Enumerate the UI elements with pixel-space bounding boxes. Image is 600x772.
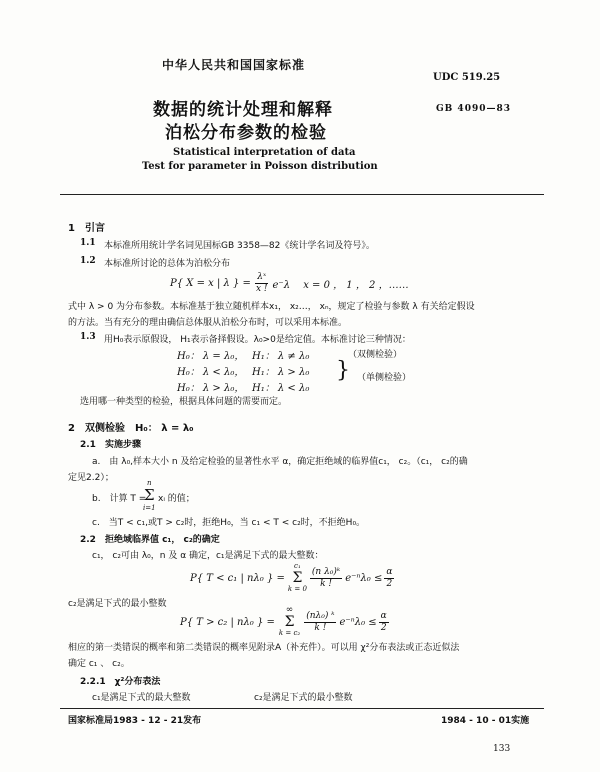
p12-text: 本标准所讨论的总体为泊松分布 (104, 259, 231, 269)
upper-tail-sum-bottom: k = c₂ (278, 629, 301, 637)
upper-tail-denominator: k ! (314, 622, 327, 633)
upper-tail-fraction (304, 611, 336, 634)
s21-heading: 2.1 实施步骤 (80, 440, 141, 450)
s22-text: c₁， c₂可由 λ₀，n 及 α 确定，c₁是满足下式的最大整数： (92, 551, 324, 561)
hyp3-h0: H₀： λ > λ₀， (177, 383, 245, 394)
upper-tail-sum (279, 606, 300, 638)
prob-text-line2: 确定 c₁ 、 c₂。 (68, 659, 130, 669)
gb-code: GB 4090—83 (436, 104, 511, 114)
single-sided-tag: （单侧检验） (357, 373, 412, 383)
lower-tail-numerator: (n λ₀)ᵏ (311, 566, 341, 577)
lower-tail-formula (190, 562, 394, 594)
upper-tail-alpha: α (380, 610, 387, 621)
poisson-numerator: λˣ (257, 272, 267, 282)
upper-tail-mid: e⁻ⁿλ₀ ≤ (339, 616, 377, 628)
hyp1-h1: H₁： λ ≠ λ₀ (252, 351, 310, 362)
upper-tail-sum-top: ∞ (285, 605, 294, 615)
poisson-formula-fraction (254, 272, 270, 295)
step-b-sum-top: n (147, 479, 152, 487)
issue-date: 国家标准局1983 - 12 - 21发布 (68, 716, 202, 726)
title-cn-line2: 泊松分布参数的检验 (165, 123, 327, 143)
upper-tail-alpha-half (379, 611, 389, 634)
c1-description: c₁是满足下式的最大整数 (92, 693, 191, 703)
lower-tail-sum-top: c₁ (294, 562, 301, 570)
s221-heading: 2.2.1 χ²分布表法 (80, 677, 161, 687)
lower-tail-lhs: P{ T < c₁ | nλ₀ } = (190, 572, 285, 584)
upper-tail-lhs: P{ T > c₂ | nλ₀ } = (180, 616, 275, 628)
p12-number: 1.2 (80, 256, 96, 266)
step-b-tail: xᵢ 的值； (158, 494, 195, 504)
standard-org: 中华人民共和国国家标准 (162, 58, 306, 72)
sec1-heading: 1 引言 (68, 223, 105, 234)
lower-tail-alpha: α (386, 566, 393, 577)
lower-tail-sigma: Σ (292, 570, 303, 586)
prob-text-line1: 相应的第一类错误的概率和第二类错误的概率见附录A（补充件）。可以用 χ²分布表法或正态近似法 (68, 643, 460, 653)
title-en-line2: Test for parameter in Poisson distribution (142, 161, 378, 172)
step-b-label: b. 计算 T = (92, 494, 147, 504)
step-b-sum (143, 478, 156, 513)
hyp3-h1: H₁： λ < λ₀ (252, 383, 310, 394)
step-a-line1: a. 由 λ₀,样本大小 n 及给定检验的显著性水平 α，确定拒绝域的临界值c₁， c₂。（c₁， c₂的确 (92, 457, 468, 467)
single-sided-brace: } (336, 358, 350, 383)
poisson-formula-lhs: P{ X = x | λ } = (170, 278, 251, 289)
header-rule (60, 194, 544, 195)
two-sided-tag: （双侧检验） (348, 350, 403, 360)
upper-tail-numerator: (nλ₀) ᵏ (306, 610, 335, 621)
hyp2-h0: H₀： λ < λ₀， (177, 367, 245, 378)
choose-text: 选用哪一种类型的检验，根据具体问题的需要而定。 (80, 397, 288, 407)
hyp1-h0: H₀： λ = λ₀， (177, 351, 245, 362)
upper-tail-formula (180, 606, 389, 638)
udc-code: UDC 519.25 (433, 72, 501, 83)
upper-tail-sigma: Σ (284, 614, 295, 630)
step-a-line2: 定见2.2）； (68, 473, 114, 483)
lower-tail-fraction (310, 567, 342, 590)
title-en-line1: Statistical interpretation of data (173, 147, 356, 158)
p11-number: 1.1 (80, 238, 96, 248)
upper-tail-two: 2 (380, 622, 387, 633)
lower-tail-mid: e⁻ⁿλ₀ ≤ (345, 572, 383, 584)
lower-tail-two: 2 (386, 578, 393, 589)
poisson-formula (170, 272, 409, 295)
p12-cont-line1: 式中 λ > 0 为分布参数。本标准基于独立随机样本x₁， x₂…， xₙ，规定了检验与参数 λ 有关给定假设 (68, 302, 475, 312)
hyp2-h1: H₁： λ > λ₀ (252, 367, 310, 378)
step-b-sum-bottom: i=1 (143, 504, 156, 512)
step-c-text: c. 当T < c₁,或T > c₂时，拒绝H₀，当 c₁ < T < c₂时，不拒绝H₀。 (92, 518, 366, 528)
page-number: 133 (493, 744, 511, 754)
p11-text: 本标准所用统计学名词见国标GB 3358—82《统计学名词及符号》。 (104, 241, 375, 251)
sec2-heading: 2 双侧检验 H₀： λ = λ₀ (68, 423, 194, 434)
effective-date: 1984 - 10 - 01实施 (441, 716, 530, 726)
poisson-denominator: x ! (255, 284, 268, 294)
c2-description: c₂是满足下式的最小整数 (254, 693, 353, 703)
lower-tail-denominator: k ! (320, 578, 333, 589)
lower-tail-sum-bottom: k = 0 (287, 585, 307, 593)
s22-heading: 2.2 拒绝域临界值 c₁， c₂的确定 (80, 535, 220, 545)
poisson-formula-tail: e⁻λ x = 0 ， 1 ， 2 ，…… (272, 280, 409, 291)
p12-cont-line2: 的方法。当有充分的理由确信总体服从泊松分布时，可以采用本标准。 (68, 318, 348, 328)
lower-tail-sum (288, 562, 307, 594)
lower-tail-alpha-half (384, 567, 394, 590)
c2-text: c₂是满足下式的最小整数 (68, 599, 167, 609)
footer-rule (60, 708, 544, 709)
step-b-sigma: Σ (143, 486, 155, 504)
title-cn-line1: 数据的统计处理和解释 (153, 100, 333, 120)
p13-number: 1.3 (80, 332, 96, 342)
p13-text: 用H₀表示原假设， H₁表示备择假设。λ₀>0是给定值。本标准讨论三种情况： (104, 335, 411, 345)
